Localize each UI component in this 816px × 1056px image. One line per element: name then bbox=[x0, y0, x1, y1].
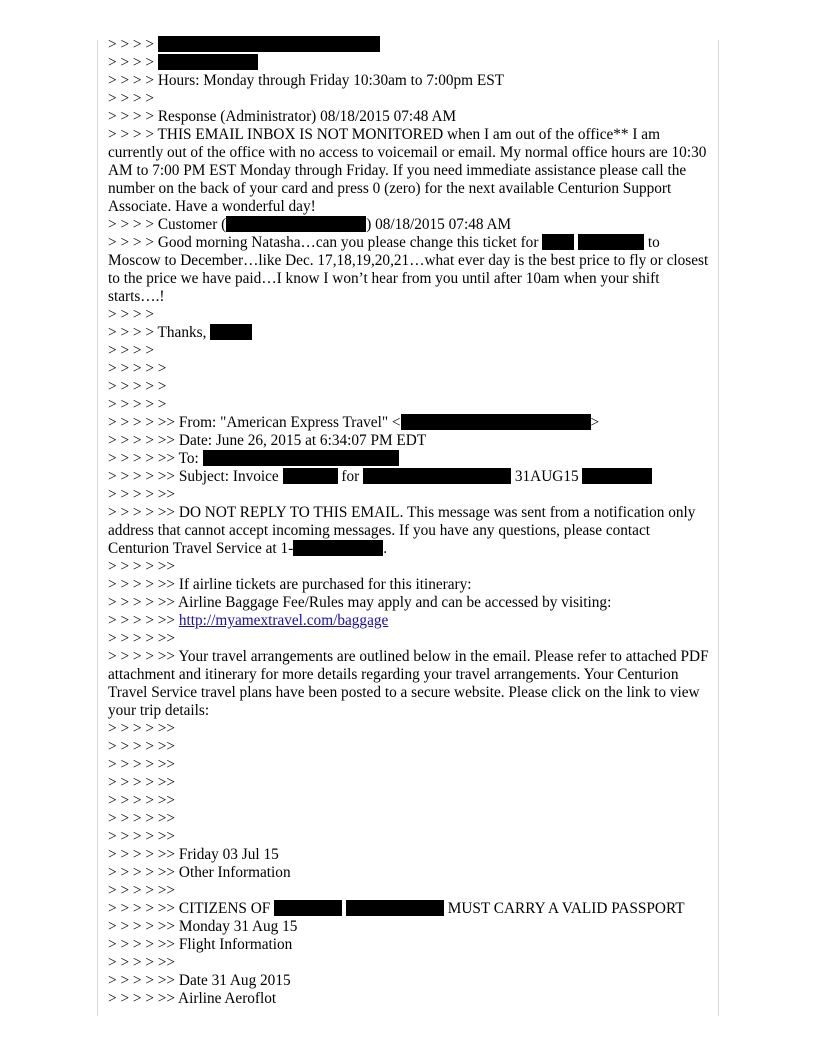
monday-line: > > > > >> Monday 31 Aug 15 bbox=[108, 918, 298, 935]
redaction-box bbox=[158, 54, 258, 70]
email-thread-document bbox=[108, 36, 711, 1008]
redaction-box bbox=[226, 216, 366, 232]
quote-line: > > > > >> bbox=[108, 558, 176, 575]
quote-line: > > > > >> bbox=[108, 738, 176, 755]
page-border-right bbox=[718, 40, 719, 1016]
quote-line: > > > > bbox=[108, 342, 154, 359]
text-line: > > > > bbox=[108, 36, 711, 54]
baggage-rules-line: > > > > >> Airline Baggage Fee/Rules may apply and can be accessed by visiting: bbox=[108, 594, 612, 611]
quote-line: > > > > >> bbox=[108, 792, 176, 809]
quote-line: > > > > >> bbox=[108, 882, 176, 899]
airline-line: > > > > >> Airline Aeroflot bbox=[108, 990, 277, 1007]
if-airline-line: > > > > >> If airline tickets are purchased for this itinerary: bbox=[108, 576, 472, 593]
friday-line: > > > > >> Friday 03 Jul 15 bbox=[108, 846, 279, 863]
quote-line: > > > > >> bbox=[108, 756, 176, 773]
do-not-reply-paragraph: > > > > >> DO NOT REPLY TO THIS EMAIL. This message was sent from a notification only address that cannot accept incoming messages. If you have any questions, please contact Centurion Travel Service at 1- . bbox=[108, 504, 696, 557]
baggage-link[interactable]: http://myamextravel.com/baggage bbox=[178, 612, 389, 629]
customer-line: > > > > Customer ( ) 08/18/2015 07:48 AM bbox=[108, 216, 512, 233]
quote-line: > > > > >> bbox=[108, 954, 176, 971]
from-line: > > > > >> From: "American Express Travel" < > bbox=[108, 414, 600, 431]
redaction-box bbox=[203, 450, 399, 466]
page-border-left bbox=[97, 40, 98, 1016]
redaction-box bbox=[283, 468, 338, 484]
arrangements-paragraph: > > > > >> Your travel arrangements are outlined below in the email. Please refer to attached PDF attachment and itinerary for more details regarding your travel arrangements. Your Centurion Travel Service travel plans have been posted to a secure website. Please click on the link to view your trip details: bbox=[108, 648, 709, 719]
subject-line: > > > > >> Subject: Invoice for 31AUG15 bbox=[108, 468, 711, 486]
quote-line: > > > > bbox=[108, 306, 154, 323]
quote-line: > > > > > bbox=[108, 378, 167, 395]
hours-line: > > > > Hours: Monday through Friday 10:30am to 7:00pm EST bbox=[108, 72, 505, 89]
redaction-box bbox=[274, 900, 342, 916]
thanks-line: > > > > Thanks, bbox=[108, 324, 711, 342]
redaction-box bbox=[582, 468, 652, 484]
quote-line: > > > > >> bbox=[108, 630, 176, 647]
quote-line: > > > > >> bbox=[108, 720, 176, 737]
flight-info-line: > > > > >> Flight Information bbox=[108, 936, 293, 953]
redaction-box bbox=[578, 234, 644, 250]
response-line: > > > > Response (Administrator) 08/18/2015 07:48 AM bbox=[108, 108, 457, 125]
citizens-line: > > > > >> CITIZENS OF MUST CARRY A VALID PASSPORT bbox=[108, 900, 685, 917]
redaction-box bbox=[346, 900, 444, 916]
redaction-box bbox=[293, 540, 383, 556]
other-info-line: > > > > >> Other Information bbox=[108, 864, 291, 881]
redaction-box bbox=[542, 234, 574, 250]
redaction-box bbox=[401, 414, 591, 430]
to-line: > > > > >> To: bbox=[108, 450, 711, 468]
quote-line: > > > > bbox=[108, 90, 154, 107]
quote-line: > > > > >> bbox=[108, 828, 176, 845]
quote-line: > > > > >> bbox=[108, 774, 176, 791]
date-line: > > > > >> Date: June 26, 2015 at 6:34:07 PM EDT bbox=[108, 432, 427, 449]
redaction-box bbox=[158, 36, 380, 52]
quote-line: > > > > > bbox=[108, 360, 167, 377]
customer-message-paragraph: > > > > Good morning Natasha…can you please change this ticket for to Moscow to December…like Dec. 17,18,19,20,21…what ever day is the best price to fly or closest to the price we have paid…I know I won’t hear from you until after 10am when your shift starts….! bbox=[108, 234, 709, 305]
quote-line: > > > > >> bbox=[108, 810, 176, 827]
auto-reply-paragraph: > > > > THIS EMAIL INBOX IS NOT MONITORED when I am out of the office** I am currently out of the office with no access to voicemail or email. My normal office hours are 10:30 AM to 7:00 PM EST Monday through Friday. If you need immediate assistance please call the number on the back of your card and press 0 (zero) for the next available Centurion Support Associate. Have a wonderful day! bbox=[108, 126, 707, 215]
redaction-box bbox=[363, 468, 511, 484]
date-flight-line: > > > > >> Date 31 Aug 2015 bbox=[108, 972, 291, 989]
text-line: > > > > bbox=[108, 54, 711, 72]
baggage-link-line: > > > > >> http://myamextravel.com/baggage bbox=[108, 612, 389, 629]
quote-line: > > > > >> bbox=[108, 486, 176, 503]
quote-line: > > > > > bbox=[108, 396, 167, 413]
redaction-box bbox=[210, 324, 252, 340]
